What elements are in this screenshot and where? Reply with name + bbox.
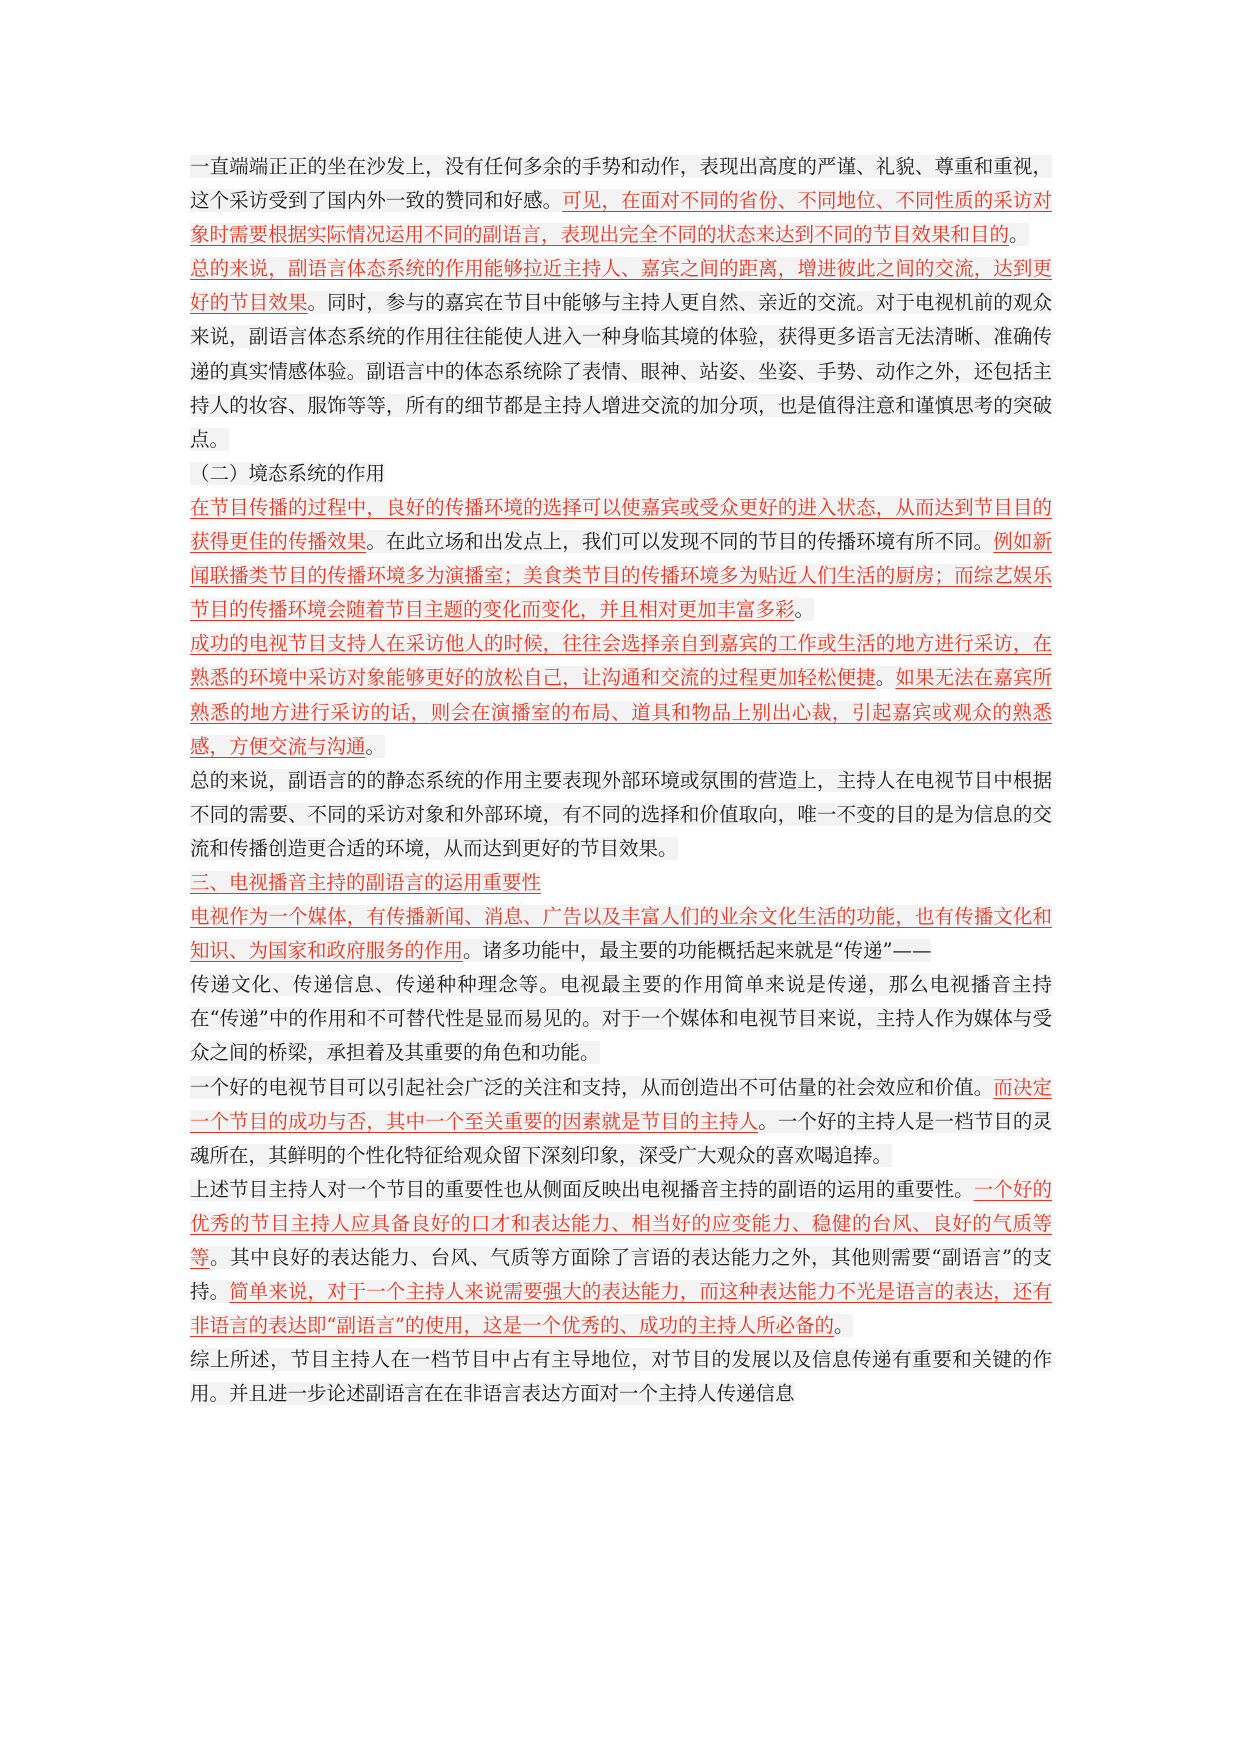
body-text: 。同时，参与的嘉宾在节目中能够与主持人更自然、亲近的交流。对于电视机前的观众来说，副语言体态系统的作用往往能使人进入一种身临其境的体验，获得更多语言无法清晰、准确传递的真实情感体验。副语言中的体态系统除了表情、眼神、站姿、坐姿、手势、动作之外，还包括主持人的妆容、服饰等等，所有的细节都是主持人增进交流的加分项，也是值得注意和谨慎思考的突破点。 (190, 291, 1052, 451)
highlighted-text: 可见，在面对不同的省份、不同地位、不同性质的采访对象时需要根据实际情况运用不同的副语言，表现出完全不同的状态来达到不同的节目效果和目的 (190, 189, 1052, 247)
highlighted-text: 电视作为一个媒体，有传播新闻、消息、广告以及丰富人们的业余文化生活的功能，也有传播文化和知识、为国家和政府服务的作用 (190, 905, 1052, 963)
body-text: 。 (365, 734, 386, 758)
highlighted-text: 如果无法在嘉宾所熟悉的地方进行采访的话，则会在演播室的布局、道具和物品上别出心裁，引起嘉宾或观众的熟悉感，方便交流与沟通 (190, 666, 1052, 758)
body-text: （二）境态系统的作用 (190, 461, 386, 485)
section-heading (190, 457, 1052, 491)
paragraph (190, 252, 1052, 457)
highlighted-text: 简单来说，对于一个主持人来说需要强大的表达能力，而这种表达能力不光是语言的表达，还有非语言的表达即“副语言”的使用，这是一个优秀的、成功的主持人所必备的 (190, 1280, 1052, 1338)
highlighted-text: 而决定一个节目的成功与否，其中一个至关重要的因素就是节目的主持人 (190, 1075, 1052, 1133)
paragraph (190, 1071, 1052, 1173)
body-text: 。一个好的主持人是一档节目的灵魂所在，其鲜明的个性化特征给观众留下深刻印象，深受广大观众的喜欢喝追捧。 (190, 1109, 1052, 1167)
paragraph (190, 968, 1052, 1070)
highlighted-text: 三、电视播音主持的副语言的运用重要性 (190, 870, 542, 894)
paragraph (190, 627, 1052, 763)
body-text: 。诸多功能中，最主要的功能概括起来就是“传递”—— (463, 939, 932, 963)
section-heading (190, 866, 1052, 900)
body-text: 。 (794, 598, 815, 622)
body-text: 一直端端正正的坐在沙发上，没有任何多余的手势和动作，表现出高度的严谨、礼貌、尊重和重视，这个采访受到了国内外一致的赞同和好感。 (190, 155, 1052, 213)
body-text: 。 (875, 666, 896, 690)
paragraph (190, 900, 1052, 968)
paragraph (190, 1173, 1052, 1343)
body-text: 。在此立场和出发点上，我们可以发现不同的节目的传播环境有所不同。 (366, 530, 994, 554)
highlighted-text: 一个好的优秀的节目主持人应具备良好的口才和表达能力、相当好的应变能力、稳健的台风、良好的气质等等 (190, 1177, 1052, 1269)
body-text: 。其中良好的表达能力、台风、气质等方面除了言语的表达能力之外，其他则需要“副语言”的支持。 (190, 1246, 1052, 1304)
body-text: 一个好的电视节目可以引起社会广泛的关注和支持，从而创造出不可估量的社会效应和价值。 (190, 1075, 994, 1099)
paragraph (190, 1343, 1052, 1411)
highlighted-text: 例如新闻联播类节目的传播环境多为演播室；美食类节目的传播环境多为贴近人们生活的厨房；而综艺娱乐节目的传播环境会随着节目主题的变化而变化，并且相对更加丰富多彩 (190, 530, 1052, 622)
body-text: 上述节目主持人对一个节目的重要性也从侧面反映出电视播音主持的副语的运用的重要性。 (190, 1177, 974, 1201)
highlighted-text: 成功的电视节目支持人在采访他人的时候，往往会选择亲自到嘉宾的工作或生活的地方进行采访，在熟悉的环境中采访对象能够更好的放松自己，让沟通和交流的过程更加轻松便捷 (190, 632, 1052, 690)
highlighted-text: 总的来说，副语言体态系统的作用能够拉近主持人、嘉宾之间的距离，增进彼此之间的交流，达到更好的节目效果 (190, 257, 1052, 315)
paragraph (190, 150, 1052, 252)
body-text: 。 (833, 1314, 854, 1338)
body-text: 综上所述，节目主持人在一档节目中占有主导地位，对节目的发展以及信息传递有重要和关键的作用。并且进一步论述副语言在在非语言表达方面对一个主持人传递信息 (190, 1348, 1052, 1406)
document-body (190, 150, 1052, 1411)
body-text: 传递文化、传递信息、传递种种理念等。电视最主要的作用简单来说是传递，那么电视播音主持在“传递”中的作用和不可替代性是显而易见的。对于一个媒体和电视节目来说，主持人作为媒体与受众之间的桥梁，承担着及其重要的角色和功能。 (190, 973, 1052, 1065)
paragraph (190, 491, 1052, 627)
highlighted-text: 在节目传播的过程中，良好的传播环境的选择可以使嘉宾或受众更好的进入状态，从而达到节目目的获得更佳的传播效果 (190, 495, 1052, 554)
paragraph (190, 764, 1052, 866)
body-text: 总的来说，副语言的的静态系统的作用主要表现外部环境或氛围的营造上，主持人在电视节目中根据不同的需要、不同的采访对象和外部环境，有不同的选择和价值取向，唯一不变的目的是为信息的交流和传播创造更合适的环境，从而达到更好的节目效果。 (190, 768, 1052, 860)
body-text: 。 (1009, 223, 1029, 247)
